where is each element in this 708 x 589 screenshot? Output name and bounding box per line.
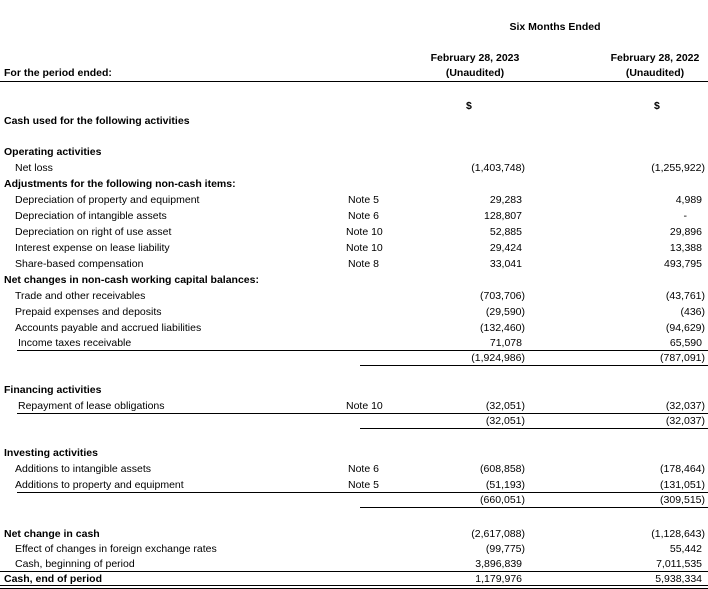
financing-total-v1: (32,051) (485, 415, 525, 427)
cash-end-v1: 1,179,976 (475, 573, 522, 585)
net-loss-v2: (1,255,922) (651, 162, 705, 174)
financing-total-v2: (32,037) (665, 415, 705, 427)
cash-end-double-underline (0, 585, 708, 589)
table-row-v2: 65,590 (669, 337, 702, 349)
table-row-v1: 29,424 (489, 242, 522, 254)
table-row-v2: (32,037) (665, 400, 705, 412)
table-row-v1: (608,858) (480, 463, 525, 475)
net-loss-label: Net loss (15, 162, 53, 174)
col1-date: February 28, 2023 (430, 52, 520, 64)
table-row-label: Depreciation on right of use asset (15, 226, 172, 238)
table-row-v2: 29,896 (669, 226, 702, 238)
table-row-v1: (703,706) (480, 290, 525, 302)
cash-begin-label: Cash, beginning of period (15, 558, 135, 570)
currency-col2: $ (654, 100, 660, 112)
table-row-label: Depreciation of property and equipment (15, 194, 200, 206)
table-row-v1: 71,078 (489, 337, 522, 349)
table-row-v1: (51,193) (485, 479, 525, 491)
net-change-v1: (2,617,088) (471, 528, 525, 540)
net-loss-v1: (1,403,748) (471, 162, 525, 174)
table-row-label: Additions to intangible assets (15, 463, 152, 475)
table-row-label: Interest expense on lease liability (15, 242, 170, 254)
investing-subtotal-line (17, 492, 708, 493)
investing-total-v2: (309,515) (660, 494, 705, 506)
table-row-v1: 33,041 (489, 258, 522, 270)
operating-total-v2: (787,091) (660, 352, 705, 364)
currency-col1: $ (466, 100, 472, 112)
financing-total-line (360, 428, 708, 429)
fx-effect-label: Effect of changes in foreign exchange rates (15, 543, 217, 555)
table-row-note: Note 5 (348, 194, 379, 206)
table-row-v2: (94,629) (665, 322, 705, 334)
table-row-v2: - (683, 210, 687, 222)
table-row-note: Note 10 (346, 226, 383, 238)
header-divider (0, 81, 708, 82)
financing-subtotal-line (17, 413, 708, 414)
col2-date: February 28, 2022 (610, 52, 700, 64)
table-row-note: Note 8 (348, 258, 379, 270)
table-row-label: Depreciation of intangible assets (15, 210, 167, 222)
table-row-label: Income taxes receivable (18, 337, 132, 349)
table-row-note: Note 6 (348, 210, 379, 222)
fx-effect-v1: (99,775) (485, 543, 525, 555)
table-row-label: Prepaid expenses and deposits (15, 306, 162, 318)
operating-title: Operating activities (4, 146, 102, 158)
financing-title: Financing activities (4, 384, 102, 396)
table-row-v2: (178,464) (660, 463, 705, 475)
table-row-v2: 13,388 (669, 242, 702, 254)
investing-total-v1: (660,051) (480, 494, 525, 506)
table-row-label: Additions to property and equipment (15, 479, 184, 491)
operating-total-v1: (1,924,986) (471, 352, 525, 364)
cash-end-label: Cash, end of period (4, 573, 103, 585)
table-row-v1: (29,590) (485, 306, 525, 318)
operating-subtotal-line (17, 350, 708, 351)
operating-total-line (360, 365, 708, 366)
table-row-v1: 52,885 (489, 226, 522, 238)
table-row-v2: (43,761) (665, 290, 705, 302)
table-row-v2: (436) (680, 306, 705, 318)
net-change-label: Net change in cash (4, 528, 100, 540)
table-row-v2: 4,989 (675, 194, 702, 206)
adjustments-title: Adjustments for the following non-cash items: (4, 178, 236, 190)
table-row-v1: 128,807 (484, 210, 522, 222)
table-row-label: Repayment of lease obligations (18, 400, 165, 412)
table-row-note: Note 5 (348, 479, 379, 491)
cash-end-top-line (0, 571, 708, 572)
investing-total-line (360, 507, 708, 508)
table-row-note: Note 6 (348, 463, 379, 475)
working-capital-title: Net changes in non-cash working capital balances: (4, 274, 259, 286)
col2-status: (Unaudited) (625, 67, 685, 79)
investing-title: Investing activities (4, 447, 98, 459)
cash-begin-v1: 3,896,839 (475, 558, 522, 570)
table-row-note: Note 10 (346, 400, 383, 412)
period-label: For the period ended: (4, 67, 112, 79)
table-row-v1: 29,283 (489, 194, 522, 206)
table-row-note: Note 10 (346, 242, 383, 254)
cash-end-v2: 5,938,334 (655, 573, 702, 585)
table-row-v1: (32,051) (485, 400, 525, 412)
table-row-label: Share-based compensation (15, 258, 144, 270)
cash-begin-v2: 7,011,535 (656, 558, 702, 570)
net-change-v2: (1,128,643) (651, 528, 705, 540)
table-row-label: Accounts payable and accrued liabilities (15, 322, 202, 334)
fx-effect-v2: 55,442 (669, 543, 702, 555)
table-row-v2: 493,795 (664, 258, 702, 270)
table-row-v2: (131,051) (660, 479, 705, 491)
col1-status: (Unaudited) (445, 67, 505, 79)
six-months-header: Six Months Ended (509, 21, 601, 33)
table-row-label: Trade and other receivables (15, 290, 146, 302)
section-title: Cash used for the following activities (4, 115, 190, 127)
table-row-v1: (132,460) (480, 322, 525, 334)
